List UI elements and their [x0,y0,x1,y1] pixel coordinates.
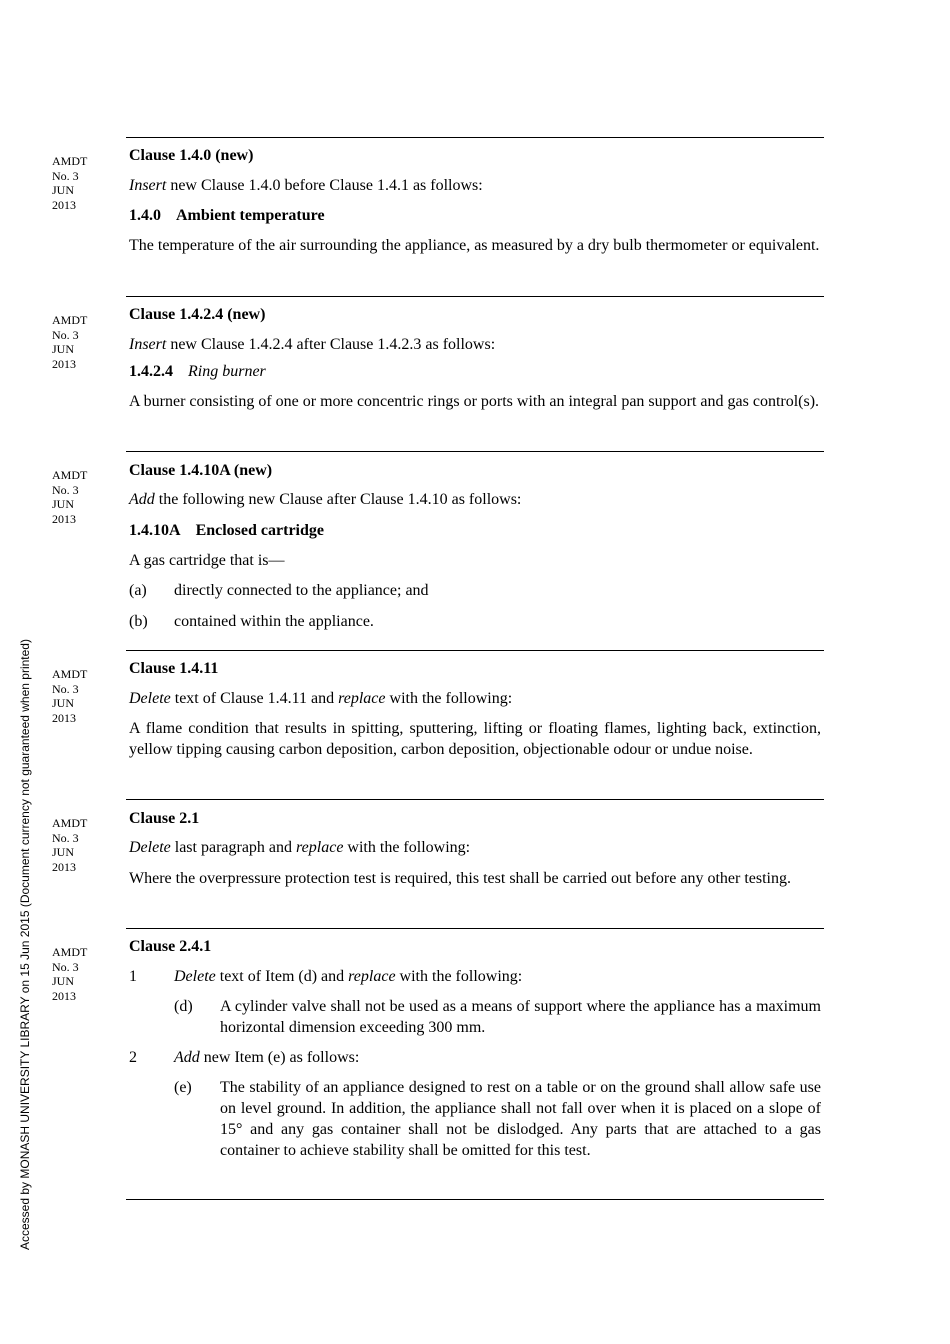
section-divider [126,1199,824,1200]
clause-body: Where the overpressure protection test is required, this test shall be carried out before any other testing. [129,870,791,887]
clause-body: A burner consisting of one or more concentric rings or ports with an integral pan support and gas control(s). [129,393,820,410]
instruction-line: Delete text of Clause 1.4.11 and replace with the following: [129,690,513,707]
section-divider [126,799,824,800]
amendment-note: AMDT No. 3 JUN 2013 [52,945,88,1003]
amendment-note: AMDT No. 3 JUN 2013 [52,468,88,526]
clause-heading: Clause 2.1 [129,810,200,827]
clause-body: A flame condition that results in spitting, sputtering, lifting or floating flames, lighting back, extinction, yellow tipping causing carbon deposition, carbon deposition, objectionable odour or undue noise. [129,720,821,758]
clause-intro: A gas cartridge that is— [129,552,285,569]
access-watermark: Accessed by MONASH UNIVERSITY LIBRARY on 15 Jun 2015 (Document currency not guaranteed when printed) [18,639,32,1250]
clause-title: 1.4.2.4 Ring burner [129,363,266,380]
clause-title: 1.4.0 Ambient temperature [129,207,325,224]
section-divider [126,928,824,929]
instruction-line: Add the following new Clause after Clause 1.4.10 as follows: [129,491,522,508]
clause-heading: Clause 1.4.0 (new) [129,147,254,164]
clause-heading: Clause 1.4.11 [129,660,219,677]
instruction-line: Delete last paragraph and replace with the following: [129,839,471,856]
clause-title: 1.4.10A Enclosed cartridge [129,522,324,539]
instruction-line: Insert new Clause 1.4.0 before Clause 1.4.1 as follows: [129,177,483,194]
clause-heading: Clause 2.4.1 [129,938,212,955]
item-d-text: A cylinder valve shall not be used as a means of support where the appliance has a maximum horizontal dimension exceeding 300 mm. [220,998,821,1036]
amendment-note: AMDT No. 3 JUN 2013 [52,313,88,371]
amendment-note: AMDT No. 3 JUN 2013 [52,154,88,212]
item-e-label: (e) [174,1079,192,1096]
clause-heading: Clause 1.4.2.4 (new) [129,306,266,323]
item-d-label: (d) [174,998,193,1015]
clause-body: The temperature of the air surrounding the appliance, as measured by a dry bulb thermometer or equivalent. [129,237,820,254]
section-divider [126,451,824,452]
instruction-line: Insert new Clause 1.4.2.4 after Clause 1.4.2.3 as follows: [129,336,496,353]
clause-heading: Clause 1.4.10A (new) [129,462,273,479]
section-divider [126,296,824,297]
section-divider [126,137,824,138]
section-divider [126,650,824,651]
amendment-note: AMDT No. 3 JUN 2013 [52,667,88,725]
item-e-text: The stability of an appliance designed to rest on a table or on the ground shall allow safe use on level ground. In addition, the appliance shall not fall over when it is placed on a slope of 15° and any gas container shall not be dislodged. Any parts that are attached to a gas container to achieve stability shall be omitted for this test. [220,1079,821,1159]
amendment-note: AMDT No. 3 JUN 2013 [52,816,88,874]
